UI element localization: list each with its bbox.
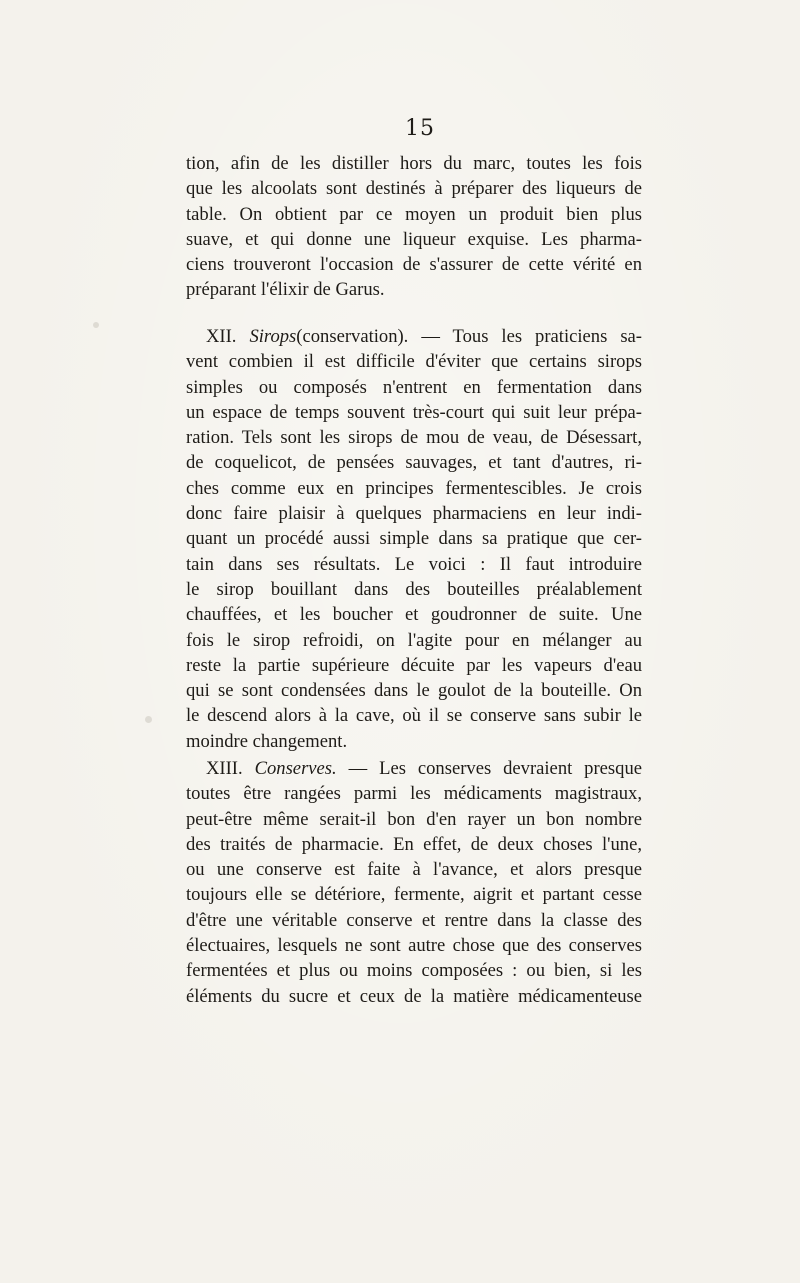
page-number: 15 [405,116,435,141]
section-subtitle: (conservation). [296,326,409,347]
text-line: chauffées, et les boucher et goudronner de suite. Une [186,604,642,626]
text-line: peut-être même serait-il bon d'en rayer un bon nombre [186,808,642,830]
text-line: tion, afin de les distiller hors du marc, toutes les fois [186,153,642,174]
text-line: moindre changement. [186,730,348,752]
text-line: que les alcoolats sont destinés à préparer des liqueurs de [186,178,642,200]
section-heading-line [186,756,642,781]
text-line: toujours elle se détériore, fermente, aigrit et partant cesse [186,884,642,906]
text-line: ciens trouveront l'occasion de s'assurer de cette vérité en [186,254,642,276]
text-line: qui se sont condensées dans le goulot de la bouteille. On [186,680,642,702]
text-line: toutes être rangées parmi les médicaments magistraux, [186,783,642,805]
section-title: Sirops [249,326,297,347]
section-first-line-text: — Les conserves devraient presque [348,758,642,779]
paragraph-continuation [186,151,642,303]
section-first-line-text: — Tous les praticiens sa- [421,326,642,347]
text-line: suave, et qui donne une liqueur exquise. Les pharma- [186,228,642,250]
text-line: tain dans ses résultats. Le voici : Il faut introduire [186,553,642,575]
paper-speck [145,716,152,723]
text-line: reste la partie supérieure décuite par les vapeurs d'eau [186,654,642,676]
text-line: un espace de temps souvent très-court qui suit leur prépa- [186,401,642,423]
text-line: ration. Tels sont les sirops de mou de veau, de Désessart, [186,427,642,449]
text-line: le descend alors à la cave, où il se conserve sans subir le [186,705,642,727]
text-line: ou une conserve est faite à l'avance, et alors presque [186,859,642,881]
section-title: Conserves. [254,758,337,779]
paper-speck [93,322,99,328]
text-line: électuaires, lesquels ne sont autre chose que des conserves [186,935,642,957]
text-line: fois le sirop refroidi, on l'agite pour en mélanger au [186,629,642,651]
text-line: de coquelicot, de pensées sauvages, et tant d'autres, ri- [186,452,642,474]
text-line: préparant l'élixir de Garus. [186,279,385,301]
text-line: simples ou composés n'entrent en fermentation dans [186,376,642,398]
section-heading-line [186,324,642,349]
section-numeral: XII. [206,326,237,347]
text-line: fermentées et plus ou moins composées : ou bien, si les [186,960,642,982]
section-xiii-conserves [186,756,642,1009]
text-line: le sirop bouillant dans des bouteilles préalablement [186,578,642,600]
text-line: vent combien il est difficile d'éviter que certains sirops [186,351,642,373]
text-line: quant un procédé aussi simple dans sa pratique que cer- [186,528,642,550]
text-line: éléments du sucre et ceux de la matière médicamenteuse [186,985,642,1007]
section-xii-sirops [186,324,642,754]
text-line: donc faire plaisir à quelques pharmaciens en leur indi- [186,503,642,525]
text-line: table. On obtient par ce moyen un produit bien plus [186,203,642,225]
text-line: d'être une véritable conserve et rentre dans la classe des [186,909,642,931]
section-numeral: XIII. [206,758,243,779]
text-line: des traités de pharmacie. En effet, de deux choses l'une, [186,833,642,855]
text-line: ches comme eux en principes fermentescibles. Je crois [186,477,642,499]
